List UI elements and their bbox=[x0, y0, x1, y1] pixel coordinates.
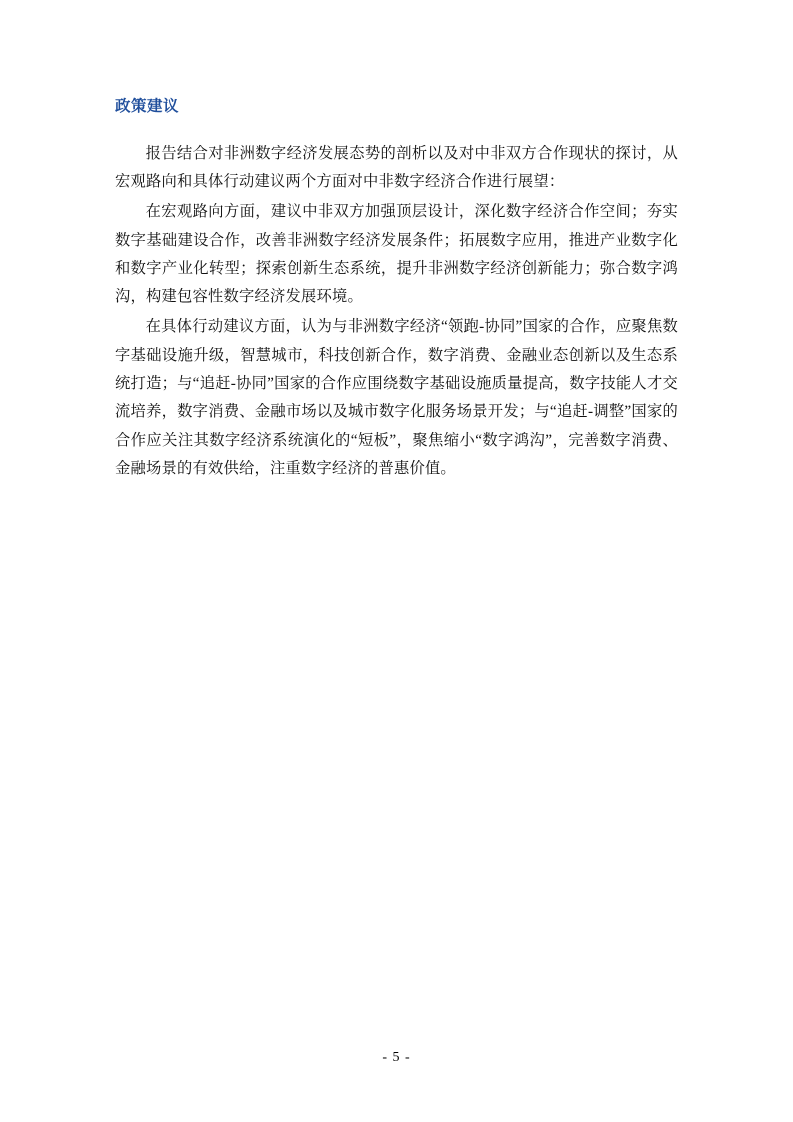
paragraph-3: 在具体行动建议方面，认为与非洲数字经济“领跑-协同”国家的合作，应聚焦数字基础设施升级，智慧城市，科技创新合作，数字消费、金融业态创新以及生态系统打造；与“追赶-协同”国家的合作应围绕数字基础设施质量提高，数字技能人才交流培养，数字消费、金融市场以及城市数字化服务场景开发；与“追赶-调整”国家的合作应关注其数字经济系统演化的“短板”，聚焦缩小“数字鸿沟”，完善数字消费、金融场景的有效供给，注重数字经济的普惠价值。 bbox=[115, 318, 678, 477]
paragraph-2: 在宏观路向方面，建议中非双方加强顶层设计，深化数字经济合作空间；夯实数字基础建设合作，改善非洲数字经济发展条件；拓展数字应用，推进产业数字化和数字产业化转型；探索创新生态系统，提升非洲数字经济创新能力；弥合数字鸿沟，构建包容性数字经济发展环境。 bbox=[115, 203, 678, 306]
page-title: 政策建议 bbox=[115, 98, 180, 115]
paragraph-1: 报告结合对非洲数字经济发展态势的剖析以及对中非双方合作现状的探讨，从宏观路向和具体行动建议两个方面对中非数字经济合作进行展望： bbox=[115, 144, 678, 190]
page-number: - 5 - bbox=[382, 1050, 411, 1065]
